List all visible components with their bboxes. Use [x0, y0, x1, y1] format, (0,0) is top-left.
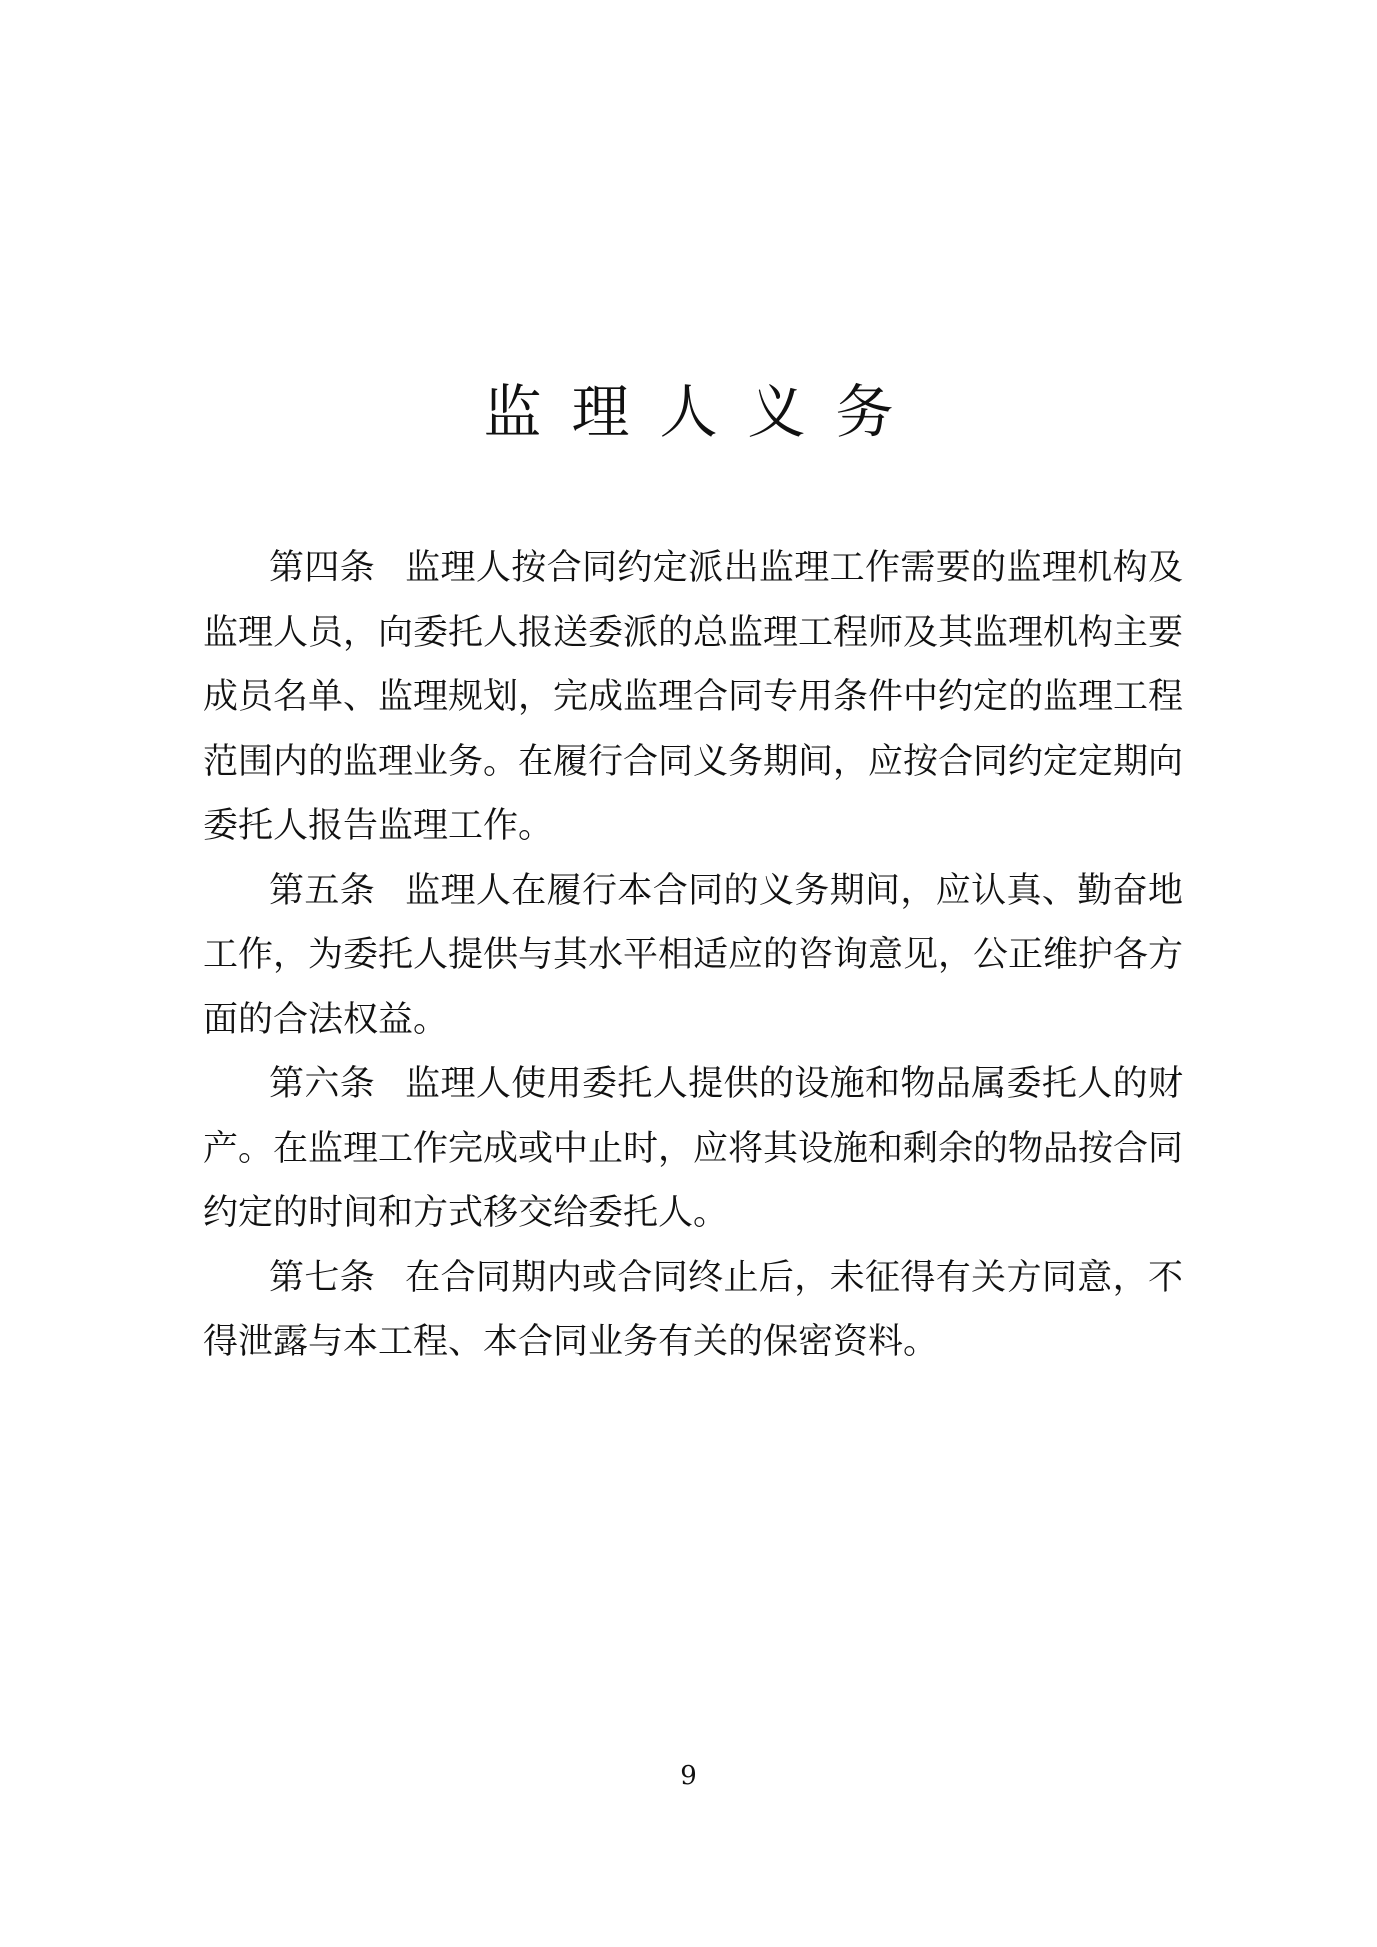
page-title: 监理人义务	[483, 378, 924, 446]
page-number: 9	[680, 1761, 697, 1791]
article-6-text: 监理人使用委托人提供的设施和物品属委托人的财产。在监理工作完成或中止时，应将其设施和剩余的物品按合同约定的时间和方式移交给委托人。	[203, 1064, 1184, 1233]
article-5	[203, 859, 1183, 1053]
article-7	[203, 1246, 1183, 1375]
article-6-label: 第六条	[269, 1064, 376, 1104]
article-4	[203, 536, 1183, 859]
article-6	[203, 1052, 1183, 1246]
article-4-label: 第四条	[269, 548, 376, 588]
article-7-label: 第七条	[269, 1257, 376, 1298]
article-4-text: 监理人按合同约定派出监理工作需要的监理机构及监理人员，向委托人报送委派的总监理工程师及其监理机构主要成员名单、监理规划，完成监理合同专用条件中约定的监理工程范围内的监理业务。在履行合同义务期间，应按合同约定定期向委托人报告监理工作。	[203, 548, 1184, 846]
document-body	[203, 536, 1183, 1375]
article-7-text: 在合同期内或合同终止后，未征得有关方同意，不得泄露与本工程、本合同业务有关的保密资料。	[203, 1257, 1183, 1362]
article-5-label: 第五条	[269, 870, 376, 911]
article-5-text: 监理人在履行本合同的义务期间，应认真、勤奋地工作，为委托人提供与其水平相适应的咨询意见，公正维护各方面的合法权益。	[203, 870, 1184, 1040]
